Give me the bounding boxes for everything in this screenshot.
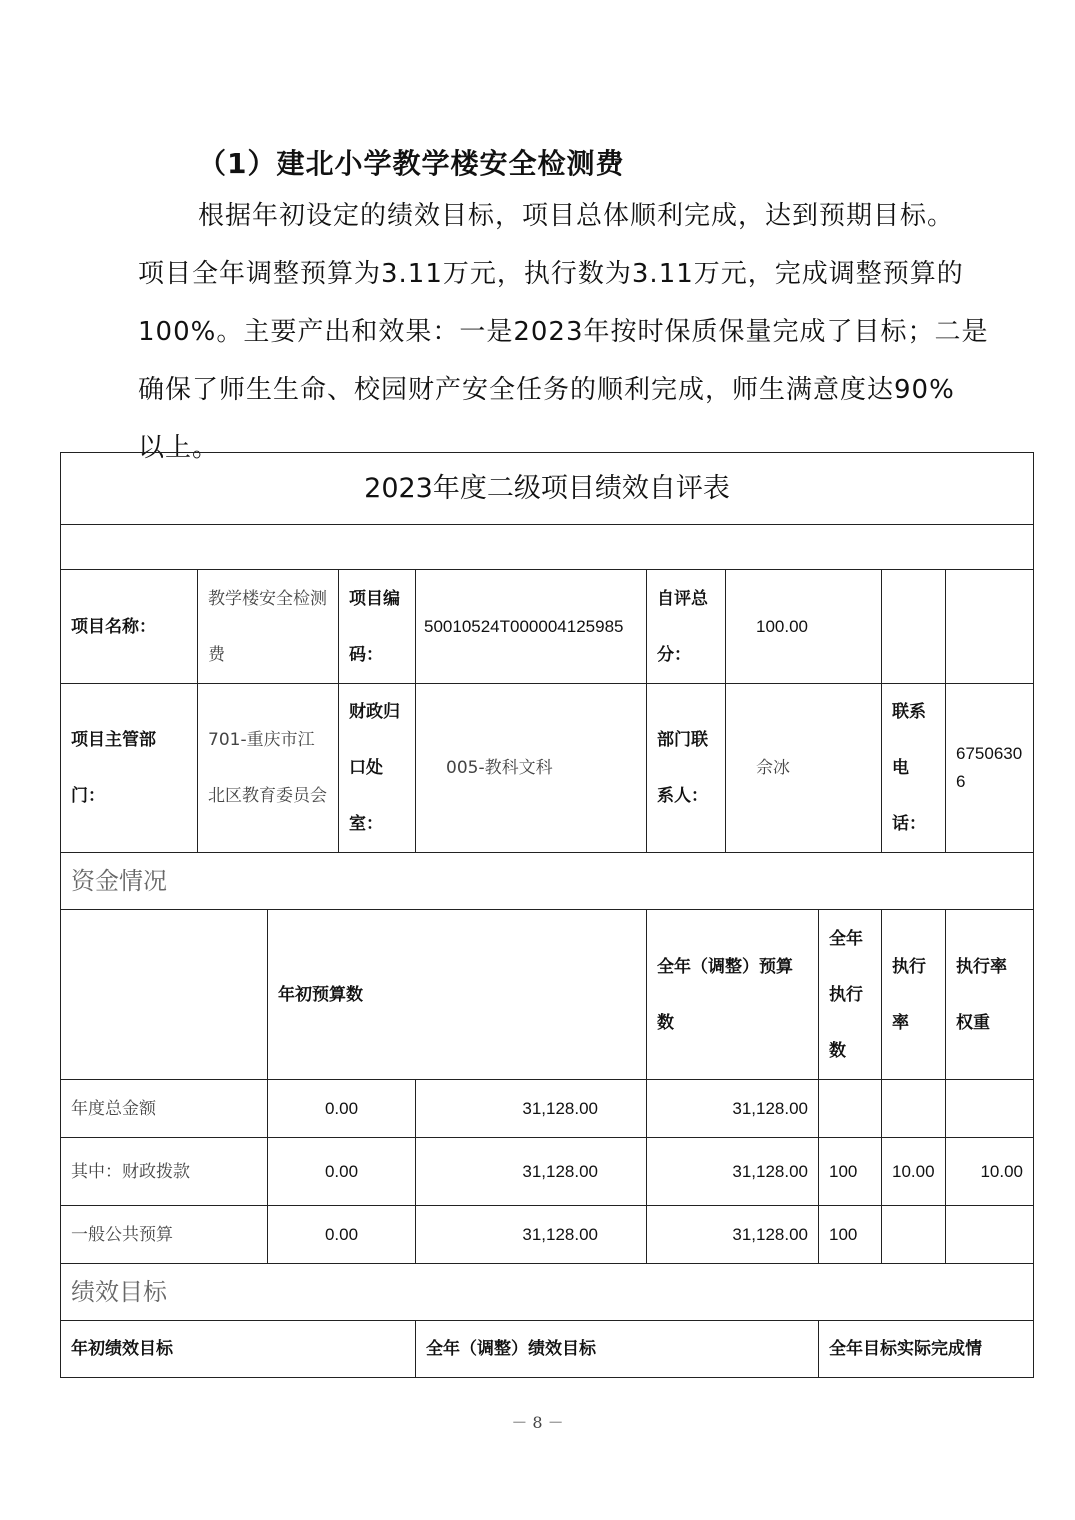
funds-row-label: 一般公共预算 [61, 1206, 268, 1264]
funds-row-rate: 100 [819, 1138, 882, 1206]
paragraph-line: 确保了师生生命、校园财产安全任务的顺利完成，师生满意度达90% [138, 375, 955, 405]
project-code-value: 50010524T000004125985 [416, 570, 647, 684]
paragraph-line: 根据年初设定的绩效目标，项目总体顺利完成，达到预期目标。 [198, 201, 955, 231]
funds-header-initial: 年初预算数 [268, 910, 647, 1080]
funds-row-initial: 0.00 [268, 1138, 416, 1206]
funds-row-executed: 31,128.00 [647, 1206, 819, 1264]
evaluation-table [60, 452, 1034, 1080]
paragraph-line: 项目全年调整预算为3.11万元，执行数为3.11万元，完成调整预算的 [138, 259, 964, 289]
funds-row-score [946, 1206, 1034, 1264]
paragraph-line: 以上。 [138, 433, 220, 463]
funds-row-executed: 31,128.00 [647, 1080, 819, 1138]
self-score-value: 100.00 [726, 570, 882, 684]
funds-row-adjusted: 31,128.00 [416, 1080, 647, 1138]
project-name-label: 项目名称： [61, 570, 198, 684]
contact-label: 部门联系人： [647, 684, 726, 853]
goals-header-actual: 全年目标实际完成情 [819, 1321, 1034, 1378]
summary-paragraph [138, 187, 1018, 477]
funds-row-initial: 0.00 [268, 1080, 416, 1138]
funds-row-adjusted: 31,128.00 [416, 1206, 647, 1264]
project-name-value: 教学楼安全检测费 [198, 570, 339, 684]
funds-header-adjusted: 全年（调整）预算数 [647, 910, 819, 1080]
contact-value: 佘冰 [726, 684, 882, 853]
project-code-label: 项目编码： [339, 570, 416, 684]
funds-header-weight: 执行率权重 [946, 910, 1034, 1080]
funds-section-title: 资金情况 [61, 853, 1034, 910]
empty-cell [946, 570, 1034, 684]
funds-row-label: 年度总金额 [61, 1080, 268, 1138]
fin-office-label: 财政归口处室： [339, 684, 416, 853]
funds-row-weight: 10.00 [882, 1138, 946, 1206]
funds-row-executed: 31,128.00 [647, 1138, 819, 1206]
funds-header-executed: 全年执行数 [819, 910, 882, 1080]
fin-office-value: 005-教科文科 [416, 684, 647, 853]
funds-row-adjusted: 31,128.00 [416, 1138, 647, 1206]
funds-row-weight [882, 1206, 946, 1264]
paragraph-line: 100%。主要产出和效果：一是2023年按时保质保量完成了目标；二是 [138, 317, 989, 347]
funds-header-rate: 执行率 [882, 910, 946, 1080]
funds-row-initial: 0.00 [268, 1206, 416, 1264]
funds-row-label: 其中：财政拨款 [61, 1138, 268, 1206]
goals-header-initial: 年初绩效目标 [61, 1321, 416, 1378]
blank-row [61, 525, 1034, 570]
funds-row-score [946, 1080, 1034, 1138]
table-title: 2023年度二级项目绩效自评表 [61, 453, 1034, 525]
dept-label: 项目主管部门： [61, 684, 198, 853]
self-score-label: 自评总分： [647, 570, 726, 684]
funds-table [60, 1079, 1034, 1378]
phone-value: 67506306 [946, 684, 1034, 853]
goals-header-adjusted: 全年（调整）绩效目标 [416, 1321, 819, 1378]
section-heading: （1）建北小学教学楼安全检测费 [198, 147, 625, 180]
funds-row-rate [819, 1080, 882, 1138]
dept-value: 701-重庆市江北区教育委员会 [198, 684, 339, 853]
funds-row-rate: 100 [819, 1206, 882, 1264]
phone-label: 联系电话： [882, 684, 946, 853]
funds-row-score: 10.00 [946, 1138, 1034, 1206]
funds-header-empty [61, 910, 268, 1080]
page-number: － 8 － [511, 1413, 564, 1432]
goals-section-title: 绩效目标 [61, 1264, 1034, 1321]
empty-cell [882, 570, 946, 684]
funds-row-weight [882, 1080, 946, 1138]
